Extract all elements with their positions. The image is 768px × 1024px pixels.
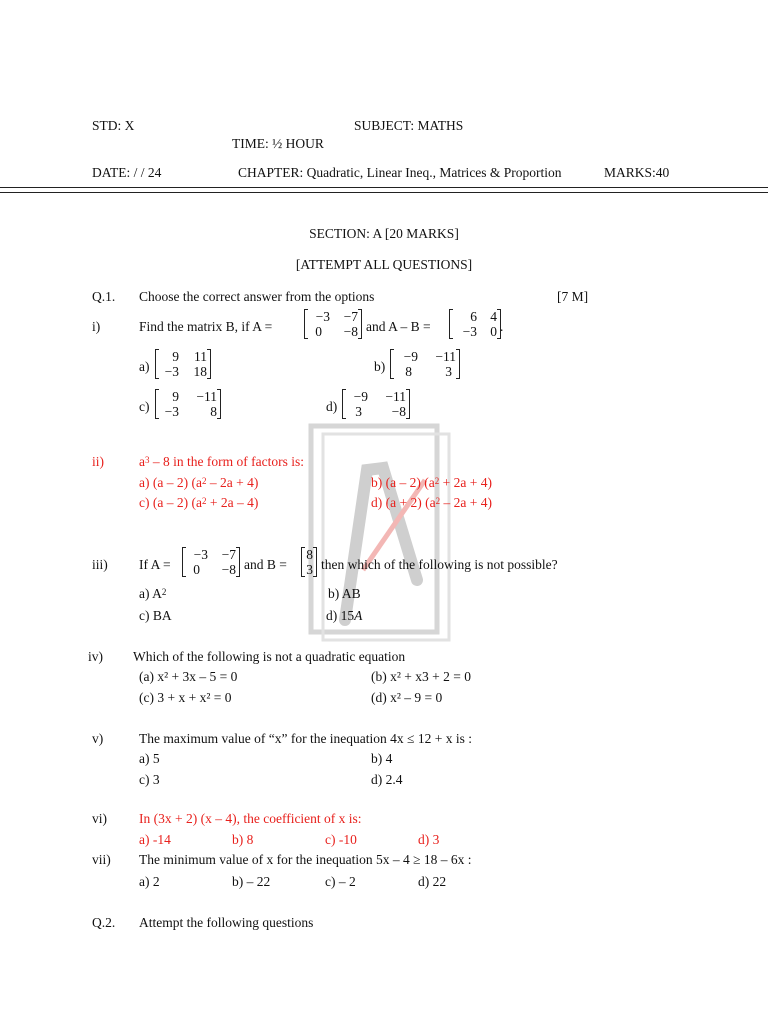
qvii-text: The minimum value of x for the inequation 5x – 4 ≥ 18 – 6x : — [139, 852, 472, 867]
qi-number: i) — [92, 319, 101, 334]
subject-label: SUBJECT: MATHS — [354, 118, 464, 133]
qi-option-c-label: c) — [139, 399, 150, 414]
std-label: STD: X — [92, 118, 135, 133]
qv-option-c: c) 3 — [139, 772, 160, 787]
qv-option-b: b) 4 — [371, 751, 393, 766]
qvi-number: vi) — [92, 811, 107, 826]
qi-text: Find the matrix B, if A = — [139, 319, 273, 334]
qi-option-d-matrix: −9 −11 3 −8 — [342, 389, 410, 419]
date-label: DATE: / / 24 — [92, 165, 162, 180]
qiii-text-pre: If A = — [139, 557, 171, 572]
qiii-matrix-a: −3 −7 0 −8 — [182, 547, 240, 577]
section-title: SECTION: A [20 MARKS] — [309, 226, 459, 241]
qv-option-d: d) 2.4 — [371, 772, 403, 787]
marks-label: MARKS:40 — [604, 165, 670, 180]
qii-option-a: a) (a – 2) $(a^2 - 2a + 4)$ — [139, 475, 259, 490]
header-rule-top — [0, 187, 768, 188]
qvi-option-c: c) -10 — [325, 832, 357, 847]
matrix-a-minus-b: 6 4 −3 0 — [449, 309, 501, 339]
qiii-option-d: d) 15A — [326, 608, 363, 623]
qii-number: ii) — [92, 454, 104, 469]
qi-text-end: . — [500, 319, 504, 334]
qvi-option-a: a) -14 — [139, 832, 171, 847]
qii-option-d: d) (a + 2) $(a^2 - 2a + 4)$ — [371, 495, 492, 510]
qiii-text-mid: and B = — [244, 557, 287, 572]
qiv-option-d: (d) x² – 9 = 0 — [371, 690, 443, 705]
qvii-option-d: d) 22 — [418, 874, 447, 889]
qi-option-a-label: a) — [139, 359, 150, 374]
qiv-option-c: (c) 3 + x + x² = 0 — [139, 690, 232, 705]
qi-option-c-matrix: 9 −11 −3 8 — [155, 389, 221, 419]
section-instruction: [ATTEMPT ALL QUESTIONS] — [295, 257, 473, 272]
qiii-option-b: b) AB — [328, 586, 361, 601]
q2-text: Attempt the following questions — [139, 915, 314, 930]
chapter-label: CHAPTER: Quadratic, Linear Ineq., Matrices & Proportion — [238, 165, 562, 180]
time-label: TIME: ½ HOUR — [232, 136, 324, 151]
qiv-text: Which of the following is not a quadratic equation — [133, 649, 406, 664]
qi-text-mid: and A – B = — [366, 319, 431, 334]
q1-number: Q.1. — [92, 289, 116, 304]
qiii-text-post: then which of the following is not possible? — [321, 557, 558, 572]
qvi-option-b: b) 8 — [232, 832, 254, 847]
qv-option-a: a) 5 — [139, 751, 160, 766]
qvi-text: In (3x + 2) (x – 4), the coefficient of x is: — [139, 811, 362, 826]
qi-option-d-label: d) — [326, 399, 338, 414]
qiii-number: iii) — [92, 557, 108, 572]
q2-number: Q.2. — [92, 915, 116, 930]
header-rule-bottom — [0, 192, 768, 193]
qiv-number: iv) — [88, 649, 103, 664]
qvii-option-b: b) – 22 — [232, 874, 271, 889]
qiii-matrix-b: 8 3 — [301, 547, 317, 577]
qiii-option-a: a) $A^2$ — [139, 586, 167, 601]
qii-option-c: c) (a – 2) $(a^2 + 2a - 4)$ — [139, 495, 259, 510]
qii-option-b: b) (a – 2) $(a^2 + 2a + 4)$ — [371, 475, 492, 490]
qvii-number: vii) — [92, 852, 111, 867]
qi-option-b-label: b) — [374, 359, 386, 374]
qiii-option-c: c) BA — [139, 608, 172, 623]
qvii-option-c: c) – 2 — [325, 874, 356, 889]
qvi-option-d: d) 3 — [418, 832, 440, 847]
qv-text: The maximum value of “x” for the inequation 4x ≤ 12 + x is : — [139, 731, 472, 746]
qii-text: $a^3 - 8$ in the form of factors is: — [139, 454, 304, 469]
qv-number: v) — [92, 731, 104, 746]
qi-option-b-matrix: −9 −11 8 3 — [390, 349, 460, 379]
qiv-option-a: (a) x² + 3x – 5 = 0 — [139, 669, 238, 684]
q1-text: Choose the correct answer from the options — [139, 289, 375, 304]
qi-option-a-matrix: 9 11 −3 18 — [155, 349, 211, 379]
matrix-a: −3 −7 0 −8 — [304, 309, 362, 339]
q1-marks: [7 M] — [557, 289, 589, 304]
qvii-option-a: a) 2 — [139, 874, 160, 889]
qiv-option-b: (b) x² + x3 + 2 = 0 — [371, 669, 472, 684]
